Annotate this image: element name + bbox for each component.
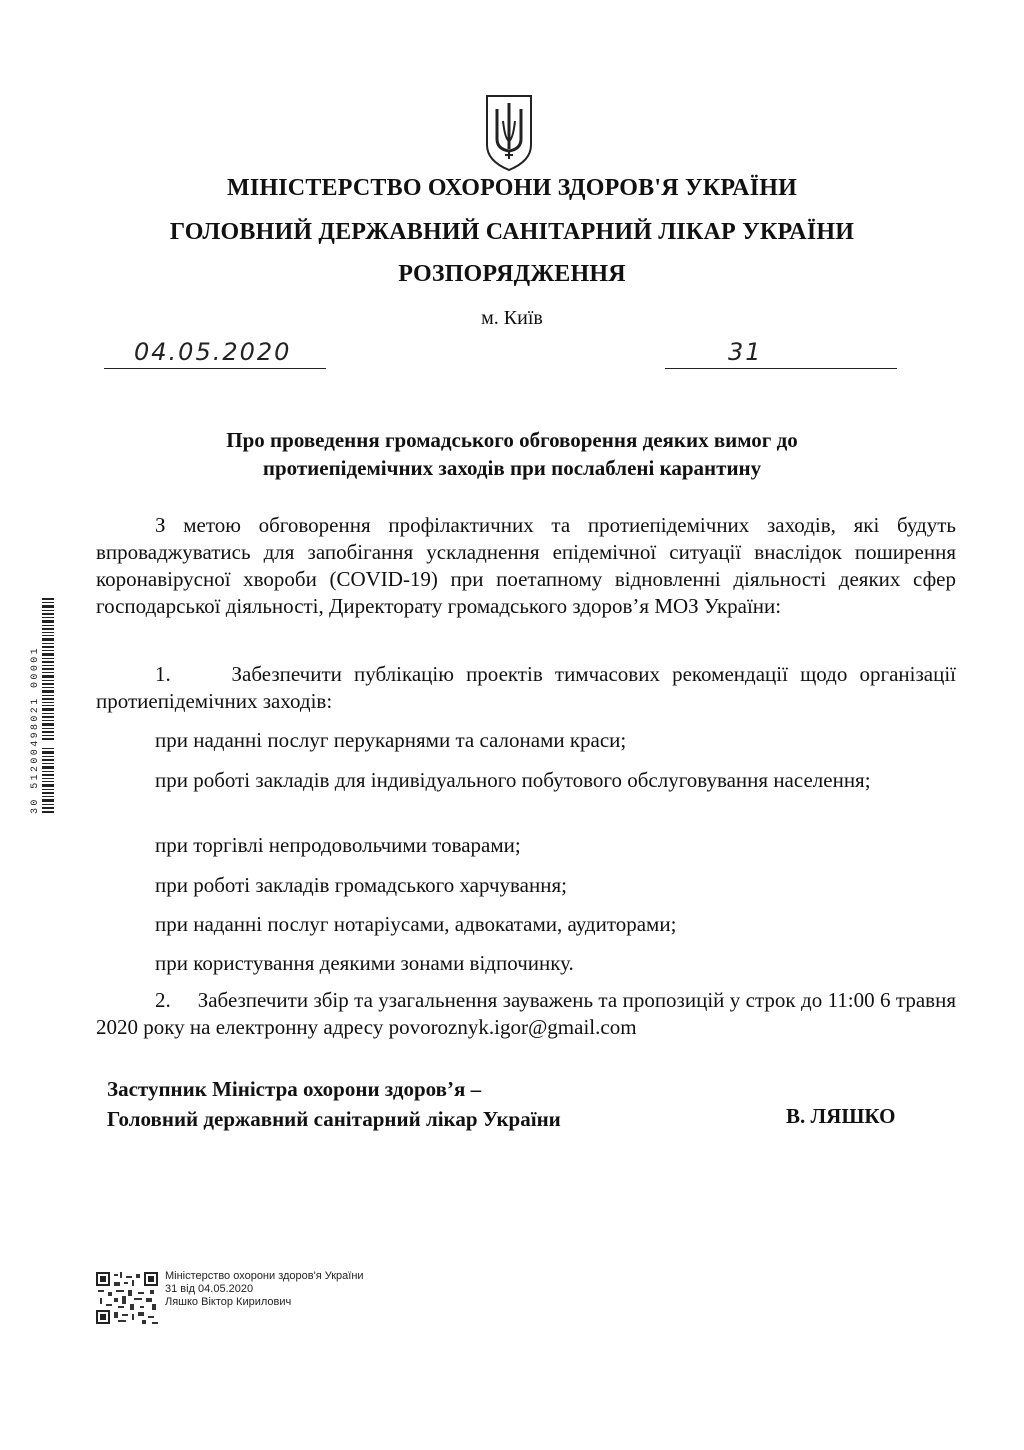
registration-number: 31 [728,338,763,366]
qr-code-icon [96,1272,158,1324]
list-item: при користування деякими зонами відпочинку. [155,951,574,975]
ministry-name: МІНІСТЕРСТВО ОХОРОНИ ЗДОРОВ'Я УКРАЇНИ [226,175,797,201]
signatory-position [107,1074,561,1134]
title-line-1: Про проведення громадського обговорення деяких вимог до [226,428,798,452]
document-title [150,426,874,482]
list-item: при наданні послуг перукарнями та салонами краси; [155,728,627,752]
point-1: 1. Забезпечити публікацію проектів тимчасових рекомендації щодо організації протиепідемічних заходів: [96,662,956,713]
electronic-signature-stamp [165,1270,364,1309]
position-line-2: Головний державний санітарний лікар України [107,1107,561,1131]
city: м. Київ [481,307,543,329]
trident-coat-of-arms-icon [483,93,535,173]
registration-date: 04.05.2020 [134,338,292,366]
list-item: при роботі закладів громадського харчування; [155,873,567,897]
position-line-1: Заступник Міністра охорони здоров’я – [107,1077,482,1101]
title-line-2: протиепідемічних заходів при послаблені карантину [262,456,762,480]
list-item: при торгівлі непродовольчими товарами; [155,833,521,857]
officer-title: ГОЛОВНИЙ ДЕРЖАВНИЙ САНІТАРНИЙ ЛІКАР УКРАЇНИ [169,219,855,245]
point-2: 2. Забезпечити збір та узагальнення зауважень та пропозицій у строк до 11:00 6 травня 2020 року на електронну адресу povoroznyk.igor@gmail.com [96,988,956,1039]
intro-paragraph: З метою обговорення профілактичних та протиепідемічних заходів, які будуть впроваджуватись для запобігання ускладнення епідемічної ситуації внаслідок поширення коронавірусної хвороби (COVID-19) при поетапному відновленні діяльності деяких сфер господарської діяльності, Директорату громадського здоров’я МОЗ України: [96,513,956,618]
document-type: РОЗПОРЯДЖЕННЯ [398,261,626,287]
list-item: при роботі закладів для індивідуального побутового обслуговування населення; [155,768,871,792]
stamp-line-2: 31 від 04.05.2020 [165,1283,254,1295]
list-item: при наданні послуг нотаріусами, адвокатами, аудиторами; [155,912,677,936]
barcode-number: 30 51200498021 00001 [30,645,41,814]
date-underline [104,368,326,369]
stamp-line-1: Міністерство охорони здоров'я України [165,1270,364,1282]
number-underline [665,368,897,369]
signatory-name: В. ЛЯШКО [786,1104,896,1128]
stamp-line-3: Ляшко Віктор Кирилович [165,1296,292,1308]
